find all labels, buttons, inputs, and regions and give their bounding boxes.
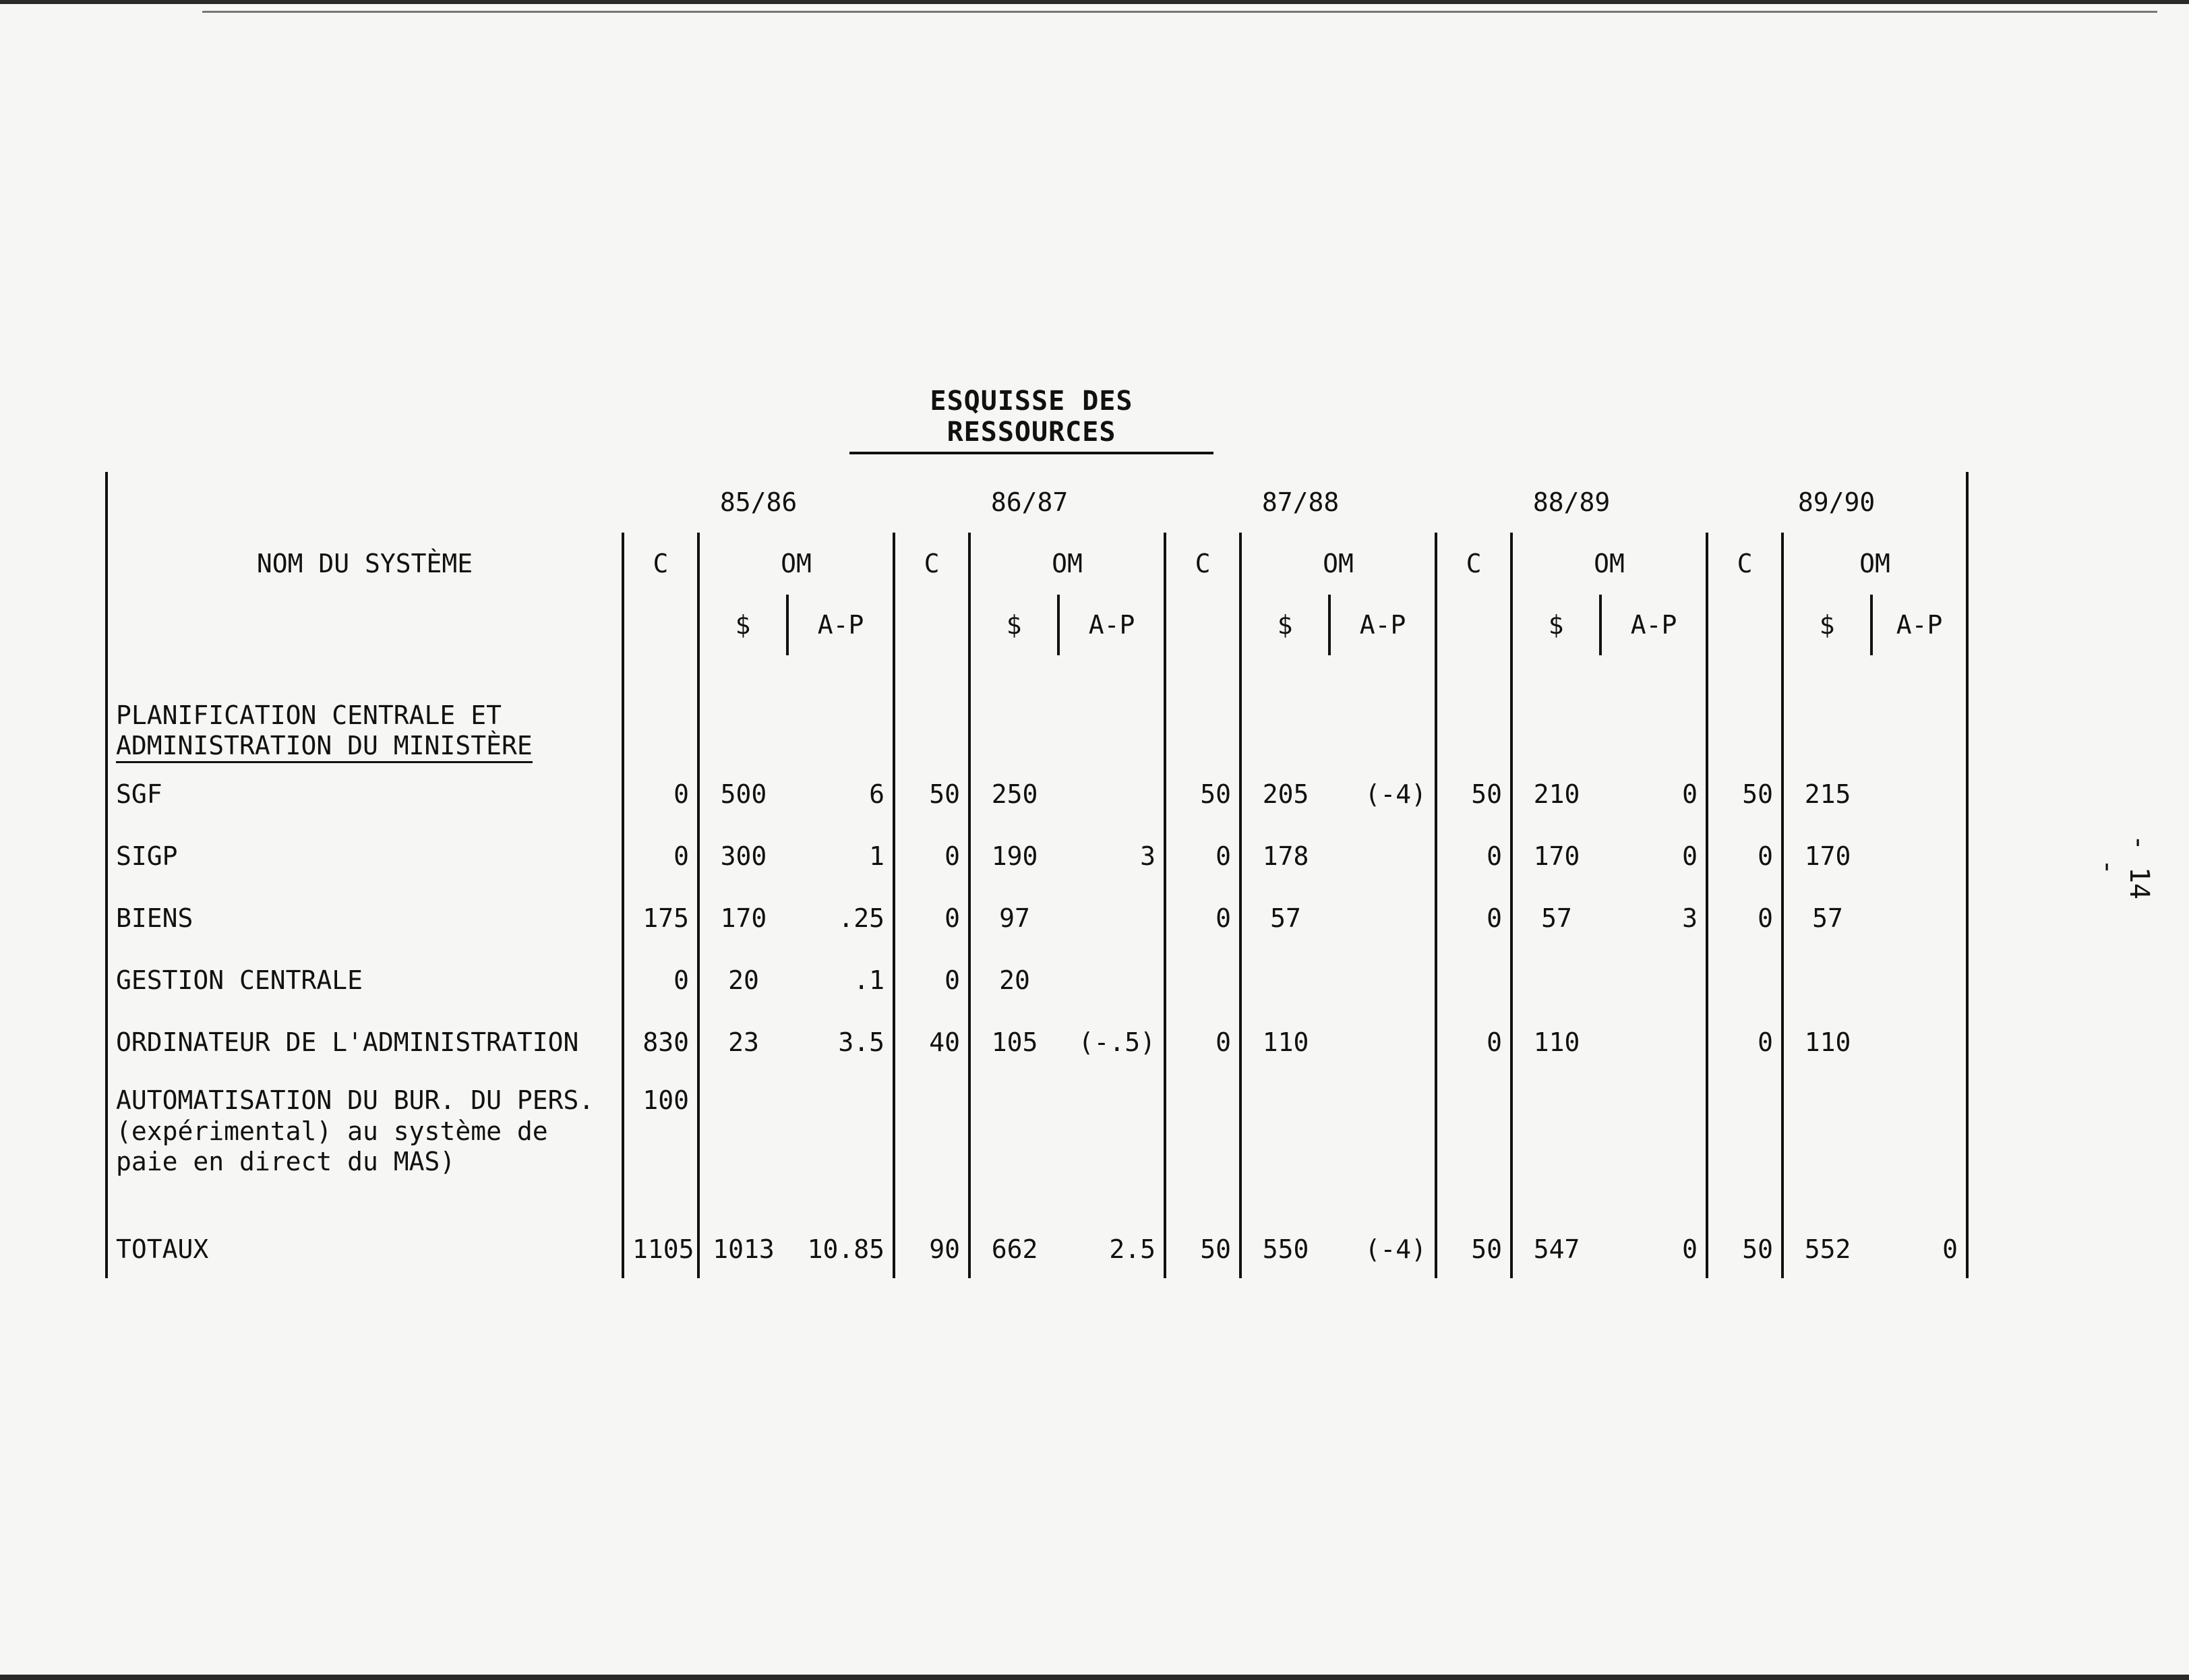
total-dollar: 552: [1782, 1220, 1871, 1278]
cell-dollar: 110: [1782, 1011, 1871, 1073]
year-label: 88/89: [1532, 487, 1611, 517]
cell-ap: [1058, 887, 1165, 949]
cell-dollar: 170: [1511, 825, 1600, 887]
ap-header: A-P: [1600, 595, 1707, 655]
cell-dollar: [1511, 949, 1600, 1011]
cell-dollar: 57: [1240, 887, 1329, 949]
cell-ap: 3.5: [838, 1027, 885, 1057]
cell-dollar: 300: [698, 825, 787, 887]
cell-dollar: 205: [1240, 763, 1329, 825]
cell-c: 50: [894, 763, 969, 825]
system-name: GESTION CENTRALE: [107, 949, 623, 1011]
total-c: 1105: [623, 1220, 698, 1278]
total-ap: (-4): [1365, 1234, 1427, 1264]
cell-c: 0: [894, 949, 969, 1011]
cell-ap: [1871, 763, 1967, 825]
cell-c: 830: [623, 1011, 698, 1073]
cell-c: 0: [1165, 887, 1240, 949]
cell-dollar: 57: [1782, 887, 1871, 949]
table-row: [107, 949, 1967, 1011]
cell-ap: 6: [869, 779, 885, 809]
dollar-header: $: [1511, 595, 1600, 655]
cell-dollar: 250: [969, 763, 1058, 825]
cell-c: 0: [894, 887, 969, 949]
cell-c: 0: [1436, 887, 1511, 949]
cell-dollar: 170: [698, 887, 787, 949]
cell-ap: 1: [869, 841, 885, 871]
cell-dollar: [969, 1073, 1058, 1220]
section-heading-row: [107, 655, 1967, 763]
cell-c: [1436, 949, 1511, 1011]
cell-c: 0: [1707, 887, 1782, 949]
table-row: [107, 887, 1967, 949]
cell-ap: [1329, 949, 1436, 1011]
cell-dollar: 97: [969, 887, 1058, 949]
cell-c: [1436, 1073, 1511, 1220]
c-header: C: [1436, 533, 1511, 595]
total-dollar: 547: [1511, 1220, 1600, 1278]
cell-dollar: 110: [1240, 1011, 1329, 1073]
cell-c: 0: [1165, 825, 1240, 887]
total-dollar: 550: [1240, 1220, 1329, 1278]
total-c: 50: [1707, 1220, 1782, 1278]
cell-dollar: 210: [1511, 763, 1600, 825]
total-c: 50: [1436, 1220, 1511, 1278]
cell-ap: 3: [1682, 903, 1698, 933]
cell-c: 0: [623, 825, 698, 887]
cell-ap: [1600, 1073, 1707, 1220]
cell-c: 0: [1165, 1011, 1240, 1073]
cell-ap: 0: [1682, 779, 1698, 809]
cell-c: 0: [1436, 1011, 1511, 1073]
dollar-header: $: [969, 595, 1058, 655]
cell-c: 50: [1707, 763, 1782, 825]
year-label: 86/87: [990, 487, 1069, 517]
c-header: C: [1165, 533, 1240, 595]
cell-c: [1165, 1073, 1240, 1220]
system-name: SIGP: [107, 825, 623, 887]
scan-top-edge: [0, 0, 2189, 4]
cell-dollar: 57: [1511, 887, 1600, 949]
name-column-header: NOM DU SYSTÈME: [107, 533, 623, 595]
cell-dollar: [1240, 949, 1329, 1011]
total-dollar: 1013: [698, 1220, 787, 1278]
cell-ap: [1871, 825, 1967, 887]
section-heading: PLANIFICATION CENTRALE ET ADMINISTRATION DU MINISTÈRE: [107, 655, 623, 763]
dollar-header: $: [1240, 595, 1329, 655]
year-label: 89/90: [1707, 472, 1967, 533]
cell-ap: [1329, 1073, 1436, 1220]
total-ap: 0: [1871, 1220, 1967, 1278]
cell-c: 0: [1707, 1011, 1782, 1073]
cell-ap: [1871, 1073, 1967, 1220]
total-ap: 2.5: [1109, 1234, 1156, 1264]
cell-c: 40: [894, 1011, 969, 1073]
cell-ap: [1058, 949, 1165, 1011]
cell-dollar: 215: [1782, 763, 1871, 825]
system-name: BIENS: [107, 887, 623, 949]
ap-header: A-P: [1058, 595, 1165, 655]
cell-ap: [1871, 949, 1967, 1011]
cell-ap: [1871, 1011, 1967, 1073]
totals-row: [107, 1220, 1967, 1278]
cell-dollar: [1511, 1073, 1600, 1220]
cell-ap: [787, 1073, 894, 1220]
cell-ap: [1600, 1011, 1707, 1073]
total-ap: 0: [1682, 1234, 1698, 1264]
cell-dollar: 178: [1240, 825, 1329, 887]
cell-c: 175: [623, 887, 698, 949]
c-header: C: [894, 533, 969, 595]
total-c: 50: [1165, 1220, 1240, 1278]
cell-ap: [1058, 763, 1165, 825]
total-c: 90: [894, 1220, 969, 1278]
cell-dollar: 105: [969, 1011, 1058, 1073]
cell-ap: [1871, 887, 1967, 949]
cell-dollar: [1782, 949, 1871, 1011]
system-name: SGF: [107, 763, 623, 825]
page-number: - 14 -: [2093, 834, 2155, 900]
dollar-header: $: [698, 595, 787, 655]
resources-table: [105, 472, 1969, 1278]
cell-dollar: [1782, 1073, 1871, 1220]
ap-header: A-P: [1871, 595, 1967, 655]
cell-ap: 3: [1140, 841, 1156, 871]
table-row: [107, 1073, 1967, 1220]
c-header: C: [1707, 533, 1782, 595]
om-header: OM: [969, 533, 1165, 595]
cell-c: [894, 1073, 969, 1220]
ap-header: A-P: [1329, 595, 1436, 655]
cell-dollar: 110: [1511, 1011, 1600, 1073]
scan-top-line: [202, 11, 2157, 13]
document-title: ESQUISSE DES RESSOURCES: [849, 386, 1213, 454]
cell-c: 100: [623, 1073, 698, 1220]
system-name: AUTOMATISATION DU BUR. DU PERS. (expérimental) au système de paie en direct du MAS): [107, 1073, 623, 1220]
year-header-row: [107, 472, 1967, 533]
table-row: [107, 1011, 1967, 1073]
cell-dollar: 20: [698, 949, 787, 1011]
total-ap: 10.85: [807, 1234, 885, 1264]
cell-c: 0: [1436, 825, 1511, 887]
cell-c: 0: [894, 825, 969, 887]
scan-bottom-edge: [0, 1675, 2189, 1680]
om-header: OM: [1782, 533, 1967, 595]
cell-ap: (-4): [1365, 779, 1427, 809]
cell-ap: .25: [838, 903, 885, 933]
cell-dollar: 500: [698, 763, 787, 825]
cell-ap: [1058, 1073, 1165, 1220]
cell-dollar: 170: [1782, 825, 1871, 887]
column-header-row: [107, 533, 1967, 595]
om-header: OM: [1240, 533, 1436, 595]
subheader-row: [107, 595, 1967, 655]
cell-c: [1707, 1073, 1782, 1220]
cell-dollar: [698, 1073, 787, 1220]
cell-dollar: 190: [969, 825, 1058, 887]
cell-dollar: 23: [698, 1011, 787, 1073]
cell-c: [1707, 949, 1782, 1011]
cell-dollar: 20: [969, 949, 1058, 1011]
cell-ap: [1600, 949, 1707, 1011]
year-label: 85/86: [719, 487, 798, 517]
table-row: [107, 825, 1967, 887]
cell-c: 0: [623, 763, 698, 825]
cell-c: 50: [1165, 763, 1240, 825]
cell-c: [1165, 949, 1240, 1011]
cell-c: 0: [623, 949, 698, 1011]
cell-ap: [1329, 825, 1436, 887]
totals-label: TOTAUX: [107, 1220, 623, 1278]
cell-dollar: [1240, 1073, 1329, 1220]
cell-ap: .1: [853, 965, 885, 995]
cell-ap: (-.5): [1078, 1027, 1156, 1057]
cell-ap: [1329, 887, 1436, 949]
total-dollar: 662: [969, 1220, 1058, 1278]
ap-header: A-P: [787, 595, 894, 655]
cell-c: 50: [1436, 763, 1511, 825]
om-header: OM: [698, 533, 894, 595]
year-label: 87/88: [1261, 487, 1340, 517]
c-header: C: [623, 533, 698, 595]
table-row: [107, 763, 1967, 825]
cell-ap: [1329, 1011, 1436, 1073]
system-name: ORDINATEUR DE L'ADMINISTRATION: [107, 1011, 623, 1073]
cell-ap: 0: [1682, 841, 1698, 871]
om-header: OM: [1511, 533, 1707, 595]
dollar-header: $: [1782, 595, 1871, 655]
cell-c: 0: [1707, 825, 1782, 887]
